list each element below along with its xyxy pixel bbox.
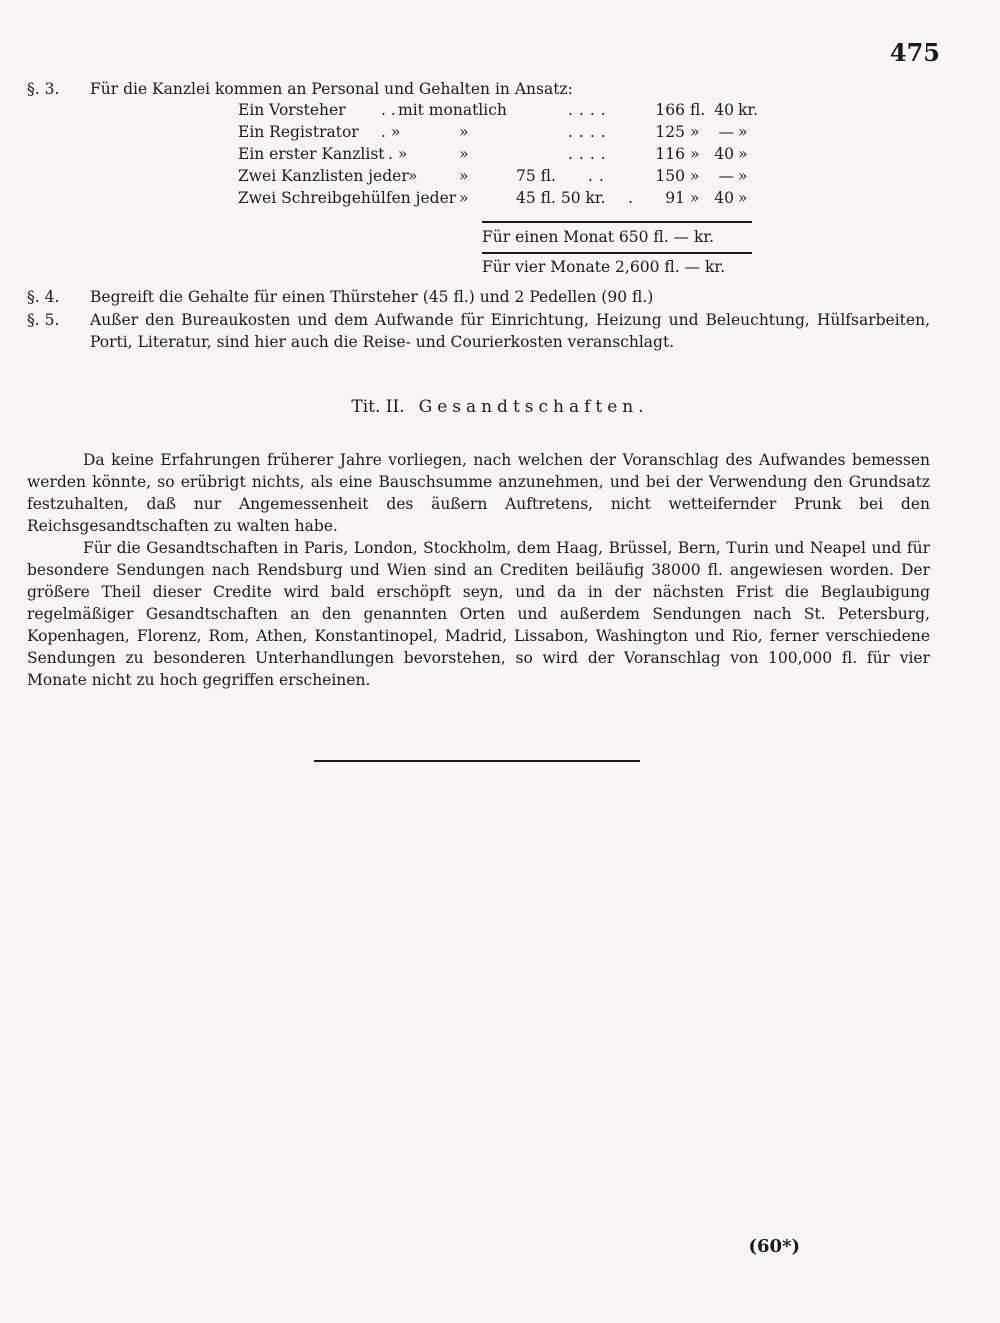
kreuzer-unit: kr. xyxy=(738,101,759,119)
florin-amount: 150 xyxy=(655,167,685,185)
section5-number: §. 5. xyxy=(27,311,60,329)
section5-text: Außer den Bureaukosten und dem Aufwande für Einrichtung, Heizung und Beleuchtung, Hülfsarbeiten, Porti, Literatur, sind hier auch die Reise- und Courierkosten veranschlagt. xyxy=(90,311,930,351)
table-row xyxy=(238,123,758,145)
section4-text: Begreift die Gehalte für einen Thürsteher (45 fl.) und 2 Pedellen (90 fl.) xyxy=(90,288,654,306)
total-one-month: Für einen Monat 650 fl. — kr. xyxy=(482,228,715,246)
kreuzer-amount: 40 xyxy=(714,101,734,119)
rate-note: 75 fl. xyxy=(516,167,556,185)
title-name: Gesandtschaften. xyxy=(418,397,649,417)
florin-amount: 116 xyxy=(655,145,685,163)
kreuzer-unit: » xyxy=(738,189,748,207)
sum-rule xyxy=(482,252,752,254)
ditto-mark: » xyxy=(459,167,469,185)
section3-number: §. 3. xyxy=(27,80,60,98)
florin-amount: 166 xyxy=(655,101,685,119)
body-paragraph: Da keine Erfahrungen früherer Jahre vorliegen, nach welchen der Voranschlag des Aufwandes bemessen werden könnte, so erübrigt nichts, als eine Bauschsumme anzunehmen, und bei der Verwendung den Grundsatz festzuhalten, daß nur Angemessenheit des äußern Auftretens, nicht wetteifernder Prunk bei den Reichsgesandtschaften zu walten habe. xyxy=(27,451,930,535)
florin-unit: » xyxy=(690,189,700,207)
total-four-months: Für vier Monate 2,600 fl. — kr. xyxy=(482,258,725,276)
role-name: Ein erster Kanzlist xyxy=(238,145,385,163)
florin-amount: 91 xyxy=(665,189,685,207)
section4-number: §. 4. xyxy=(27,288,60,306)
ditto-mark: » xyxy=(408,167,418,185)
section-title xyxy=(0,397,1000,417)
kreuzer-unit: » xyxy=(738,167,748,185)
florin-unit: » xyxy=(690,123,700,141)
florin-amount: 125 xyxy=(655,123,685,141)
florin-unit: » xyxy=(690,145,700,163)
rate-note: 45 fl. 50 kr. xyxy=(516,189,606,207)
role-name: Ein Vorsteher xyxy=(238,101,346,119)
section3-text: Für die Kanzlei kommen an Personal und Gehalten in Ansatz: xyxy=(90,80,573,98)
ditto-mark: » xyxy=(459,189,469,207)
role-name: Zwei Kanzlisten jeder xyxy=(238,167,409,185)
leader-dots: .... xyxy=(568,101,612,119)
title-number: Tit. II. xyxy=(351,397,405,417)
table-row xyxy=(238,167,758,189)
body-paragraph: Für die Gesandtschaften in Paris, London, Stockholm, dem Haag, Brüssel, Bern, Turin und Neapel und für besondere Sendungen nach Rendsburg und Wien sind an Crediten beiläufig 38000 fl. angewiesen worden. Der größere Theil dieser Credite wird bald erschöpft seyn, und da in der nächsten Frist die Beglaubigung regelmäßiger Gesandtschaften an den genannten Orten und außerdem Sendungen nach St. Petersburg, Kopenhagen, Florenz, Rom, Athen, Konstantinopel, Madrid, Lissabon, Washington und Rio, ferner verschiedene Sendungen zu besonderen Unterhandlungen bevorstehen, so wird der Voranschlag von 100,000 fl. für vier Monate nicht zu hoch gegriffen erscheinen. xyxy=(27,539,930,689)
closing-rule xyxy=(314,760,640,762)
kreuzer-amount: — xyxy=(718,167,734,185)
leader-dots: .... xyxy=(568,123,612,141)
kreuzer-amount: — xyxy=(718,123,734,141)
rate-note: mit monatlich xyxy=(398,101,507,119)
ditto-mark: » xyxy=(459,123,469,141)
role-name: Ein Registrator xyxy=(238,123,359,141)
florin-unit: » xyxy=(690,167,700,185)
kreuzer-amount: 40 xyxy=(714,145,734,163)
role-name: Zwei Schreibgehülfen jeder xyxy=(238,189,457,207)
leader-dots: . xyxy=(628,189,639,207)
kreuzer-amount: 40 xyxy=(714,189,734,207)
table-row xyxy=(238,189,758,211)
ditto-mark: . » xyxy=(381,123,401,141)
kreuzer-unit: » xyxy=(738,145,748,163)
signature-mark: (60*) xyxy=(748,1236,800,1257)
florin-unit: fl. xyxy=(690,101,706,119)
table-row xyxy=(238,145,758,167)
ditto-mark: » xyxy=(459,145,469,163)
leader-dots: .. xyxy=(588,167,610,185)
ditto-mark: . » xyxy=(388,145,408,163)
page-number: 475 xyxy=(889,38,940,67)
ditto-mark: . . xyxy=(381,101,396,119)
kreuzer-unit: » xyxy=(738,123,748,141)
table-row xyxy=(238,101,758,123)
sum-rule xyxy=(482,221,752,223)
leader-dots: .... xyxy=(568,145,612,163)
